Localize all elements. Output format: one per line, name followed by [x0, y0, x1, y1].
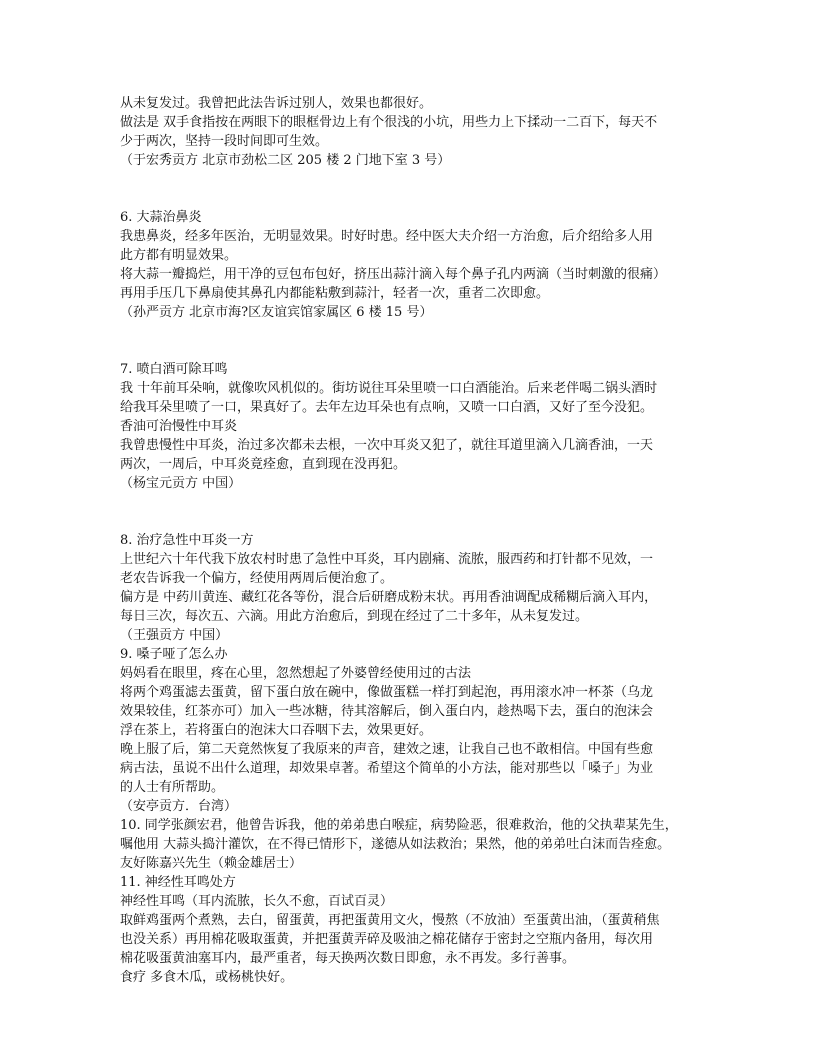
- section-gap: [120, 322, 700, 360]
- text-line: 取鲜鸡蛋两个煮熟，去白，留蛋黄，再把蛋黄用文火，慢熬（不放油）至蛋黄出油，（蛋黄稍焦: [120, 913, 660, 928]
- source-line: （孙严贡方 北京市海?区友谊宾馆家属区 6 楼 15 号）: [120, 305, 433, 320]
- section-8-to-11: [120, 531, 700, 987]
- text-line: 病古法，虽说不出什么道理，却效果卓著。希望这个简单的小方法，能对那些以「嗓子」为业: [120, 761, 654, 776]
- text-line: 每日三次，每次五、六滴。用此方治愈后，到现在经过了二十多年，从未复发过。: [120, 609, 589, 624]
- section-heading: 10. 同学张颜宏君，他曾告诉我，他的弟弟患白喉症，病势险恶，很难救治，他的父执辈某先生，: [120, 818, 678, 833]
- text-line: 晚上服了后，第二天竟然恢复了我原来的声音，建效之速，让我自己也不敢相信。中国有些愈: [120, 742, 654, 757]
- sub-heading: 神经性耳鸣（耳内流脓，长久不愈，百试百灵）: [120, 894, 394, 909]
- block-1: [120, 94, 700, 170]
- text-line: 此方都有明显效果。: [120, 248, 238, 263]
- text-line: 少于两次，坚持一段时间即可生效。: [120, 134, 329, 149]
- text-line: 棉花吸蛋黄油塞耳内，最严重者，每天换两次数日即愈，永不再发。多行善事。: [120, 951, 576, 966]
- source-line: （安亭贡方．台湾）: [120, 799, 238, 814]
- sub-heading: 香油可治慢性中耳炎: [120, 419, 238, 434]
- text-line: 再用手压几下鼻扇使其鼻孔内都能粘敷到蒜汁，轻者一次，重者二次即愈。: [120, 286, 550, 301]
- section-6: [120, 208, 700, 322]
- section-heading: 11. 神经性耳鸣处方: [120, 875, 236, 890]
- text-line: 给我耳朵里喷了一口，果真好了。去年左边耳朵也有点响，又喷一口白酒，又好了至今没犯。: [120, 400, 654, 415]
- text-line: 做法是 双手食指按在两眼下的眼框骨边上有个很浅的小坑，用些力上下揉动一二百下，每天不: [120, 115, 658, 130]
- text-line: 也没关系）再用棉花吸取蛋黄，并把蛋黄弄碎及吸油之棉花储存于密封之空瓶内备用，每次用: [120, 932, 654, 947]
- text-line: 食疗 多食木瓜，或杨桃快好。: [120, 970, 294, 985]
- text-line: 效果较佳，红茶亦可）加入一些冰糖，待其溶解后，倒入蛋白内，趁热喝下去，蛋白的泡沫会: [120, 704, 654, 719]
- text-line: 老农告诉我一个偏方，经使用两周后便治愈了。: [120, 571, 394, 586]
- text-line: 上世纪六十年代我下放农村时患了急性中耳炎，耳内剧痛、流脓，服西药和打针都不见效，一: [120, 552, 654, 567]
- section-7: [120, 360, 700, 493]
- text-line: 嘱他用 大蒜头捣汁灌饮，在不得已情形下，遂德从如法救治；果然，他的弟弟吐白沫而告痊愈。: [120, 837, 671, 852]
- section-heading: 7. 喷白酒可除耳鸣: [120, 362, 228, 377]
- document-page: [120, 94, 700, 987]
- section-heading: 6. 大蒜治鼻炎: [120, 210, 202, 225]
- source-line: （于宏秀贡方 北京市劲松二区 205 楼 2 门地下室 3 号）: [120, 153, 451, 168]
- section-gap: [120, 170, 700, 208]
- text-line: 两次，一周后，中耳炎竟痊愈，直到现在没再犯。: [120, 457, 407, 472]
- text-line: 浮在茶上，若将蛋白的泡沫大口吞咽下去，效果更好。: [120, 723, 433, 738]
- text-line: 的人士有所帮助。: [120, 780, 225, 795]
- text-line: 我曾患慢性中耳炎，治过多次都未去根，一次中耳炎又犯了，就往耳道里滴入几滴香油，一天: [120, 438, 654, 453]
- text-line: 我 十年前耳朵响，就像吹风机似的。街坊说往耳朵里喷一口白酒能治。后来老伴喝二锅头酒时: [120, 381, 658, 396]
- text-line: 我患鼻炎，经多年医治，无明显效果。时好时患。经中医大夫介绍一方治愈，后介绍给多人用: [120, 229, 654, 244]
- source-line: （杨宝元贡方 中国）: [120, 476, 242, 491]
- section-heading: 9. 嗓子哑了怎么办: [120, 647, 228, 662]
- source-line: （王强贡方 中国）: [120, 628, 229, 643]
- text-line: 将大蒜一瓣捣烂，用干净的豆包布包好，挤压出蒜汁滴入每个鼻子孔内两滴（当时刺激的很痛）: [120, 267, 667, 282]
- text-line: 妈妈看在眼里，疼在心里，忽然想起了外婆曾经使用过的古法: [120, 666, 472, 681]
- section-gap: [120, 493, 700, 531]
- text-line: 偏方是 中药川黄连、藏红花各等份，混合后研磨成粉末状。再用香油调配成稀糊后滴入耳内，: [120, 590, 658, 605]
- section-heading: 8. 治疗急性中耳炎一方: [120, 533, 254, 548]
- text-line: 将两个鸡蛋滤去蛋黄，留下蛋白放在碗中，像做蛋糕一样打到起泡，再用滚水冲一杯茶（乌龙: [120, 685, 654, 700]
- text-line: 从未复发过。我曾把此法告诉过别人，效果也都很好。: [120, 96, 433, 111]
- source-line: 友好陈嘉兴先生（赖金雄居士）: [120, 856, 303, 871]
